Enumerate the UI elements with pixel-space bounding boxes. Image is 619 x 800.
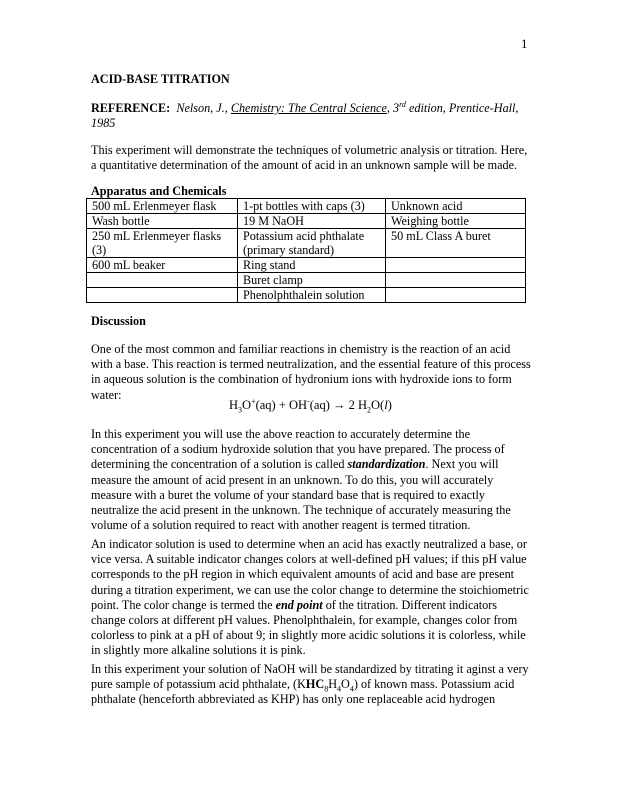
apparatus-cell: Weighing bottle — [386, 214, 526, 229]
p4-o: O — [341, 677, 350, 692]
apparatus-table — [86, 198, 526, 303]
document-title: ACID-BASE TITRATION — [91, 72, 230, 86]
eq-aq1: (aq) + OH — [255, 398, 308, 412]
apparatus-row — [87, 273, 526, 288]
eq-o: O — [242, 398, 252, 412]
eq-aq2: (aq) → 2 H — [309, 398, 368, 412]
apparatus-row — [87, 214, 526, 229]
apparatus-cell: Ring stand — [238, 258, 386, 273]
discussion-heading: Discussion — [91, 314, 146, 328]
apparatus-cell: 50 mL Class A buret — [386, 229, 526, 258]
apparatus-cell: Unknown acid — [386, 199, 526, 214]
apparatus-cell: Potassium acid phthalate (primary standard) — [238, 229, 386, 258]
reference-edition-sup: rd — [399, 99, 406, 109]
reference-label: REFERENCE: — [91, 101, 171, 115]
reference-edition-rest: edition, Prentice-Hall, — [405, 101, 519, 115]
p4-bold-h: H — [305, 677, 316, 692]
eq-h: H — [229, 398, 239, 412]
apparatus-cell — [87, 288, 238, 303]
eq-sub2: 2 — [367, 405, 372, 415]
p2-term-standardization: standardization — [347, 457, 426, 472]
discussion-paragraph-3 — [91, 537, 531, 659]
eq-sub3: 3 — [238, 405, 243, 415]
p4-sub1: 8 — [324, 684, 329, 694]
apparatus-row — [87, 199, 526, 214]
p2-text-a: In this experiment you will use the above reaction to accurately determine the concentration of a sodium hydroxide solution that you have prepared. The process of determining the concentration of a solution is called — [91, 427, 505, 472]
apparatus-cell — [87, 273, 238, 288]
apparatus-cell: Buret clamp — [238, 273, 386, 288]
apparatus-row — [87, 229, 526, 258]
p3-term-end-point: end point — [275, 597, 323, 612]
apparatus-cell — [386, 258, 526, 273]
p4-text-f: ) of known mass. Potassium acid phthalate (henceforth abbreviated as KHP) has only one replaceable acid hydrogen — [91, 677, 515, 707]
eq-minus: - — [307, 396, 310, 406]
p3-text-a: An indicator solution is used to determine when an acid has exactly neutralized a base, or vice versa. A suitable indicator changes colors at well-defined pH values; if this pH value corresponds to the pH region in which equivalent amounts of acid and base are present during a titration experiment, we can use the color change to determine the stoichiometric point. The color change is termed the — [91, 537, 529, 612]
intro-paragraph: This experiment will demonstrate the techniques of volumetric analysis or titration. Here, a quantitative determination of the amount of acid in an unknown sample will be made. — [91, 143, 528, 173]
discussion-paragraph-1: One of the most common and familiar reactions in chemistry is the reaction of an acid with a base. This reaction is termed neutralization, and the essential feature of this process in aqueous solution is the combination of hydronium ions with hydroxide ions to form water: — [91, 342, 531, 402]
reference-authors: Nelson, J., — [176, 101, 228, 115]
apparatus-cell: Wash bottle — [87, 214, 238, 229]
reference-edition-number: 3 — [392, 101, 400, 115]
apparatus-row — [87, 258, 526, 273]
apparatus-cell: 250 mL Erlenmeyer flasks (3) — [87, 229, 238, 258]
apparatus-cell: 1-pt bottles with caps (3) — [238, 199, 386, 214]
apparatus-heading: Apparatus and Chemicals — [91, 184, 227, 198]
eq-plus: + — [251, 396, 256, 406]
p4-sub2: 4 — [337, 684, 342, 694]
discussion-paragraph-2 — [91, 427, 531, 533]
apparatus-cell — [386, 273, 526, 288]
page-number: 1 — [521, 36, 528, 51]
apparatus-cell: 500 mL Erlenmeyer flask — [87, 199, 238, 214]
apparatus-cell — [386, 288, 526, 303]
p3-text-b: of the titration. Different indicators change colors at different pH values. Phenolphthalein, for example, changes color from colorless to pink at a pH of about 9; in slightly more acidic solutions it is colorless, while in slightly more alkaline solutions it is pink. — [91, 597, 526, 658]
neutralization-equation — [229, 398, 392, 413]
p2-text-b: . Next you will measure the amount of acid present in an unknown. To do this, you will accurately measure with a buret the volume of your standard base that is required to exactly neutralize the acid present in the unknown. The technique of accurately measuring the volume of a solution required to react with another reagent is termed titration. — [91, 457, 511, 533]
reference — [91, 101, 531, 131]
apparatus-cell: Phenolphthalein solution — [238, 288, 386, 303]
p4-sub3: 4 — [349, 684, 354, 694]
eq-water-o: O( — [371, 398, 385, 412]
eq-close: ) — [387, 398, 392, 412]
p4-c: C — [315, 677, 325, 692]
discussion-paragraph-4 — [91, 662, 531, 708]
reference-comma: , — [386, 101, 393, 115]
eq-state: l — [384, 398, 388, 412]
apparatus-cell: 600 mL beaker — [87, 258, 238, 273]
p4-h: H — [328, 677, 338, 692]
apparatus-row — [87, 288, 526, 303]
reference-book-title: Chemistry: The Central Science — [230, 101, 387, 115]
apparatus-cell: 19 M NaOH — [238, 214, 386, 229]
p4-text-a: In this experiment your solution of NaOH will be standardized by titrating it aginst a very pure sample of potassium acid phthalate, (K — [91, 662, 529, 692]
reference-year: 1985 — [91, 116, 116, 131]
